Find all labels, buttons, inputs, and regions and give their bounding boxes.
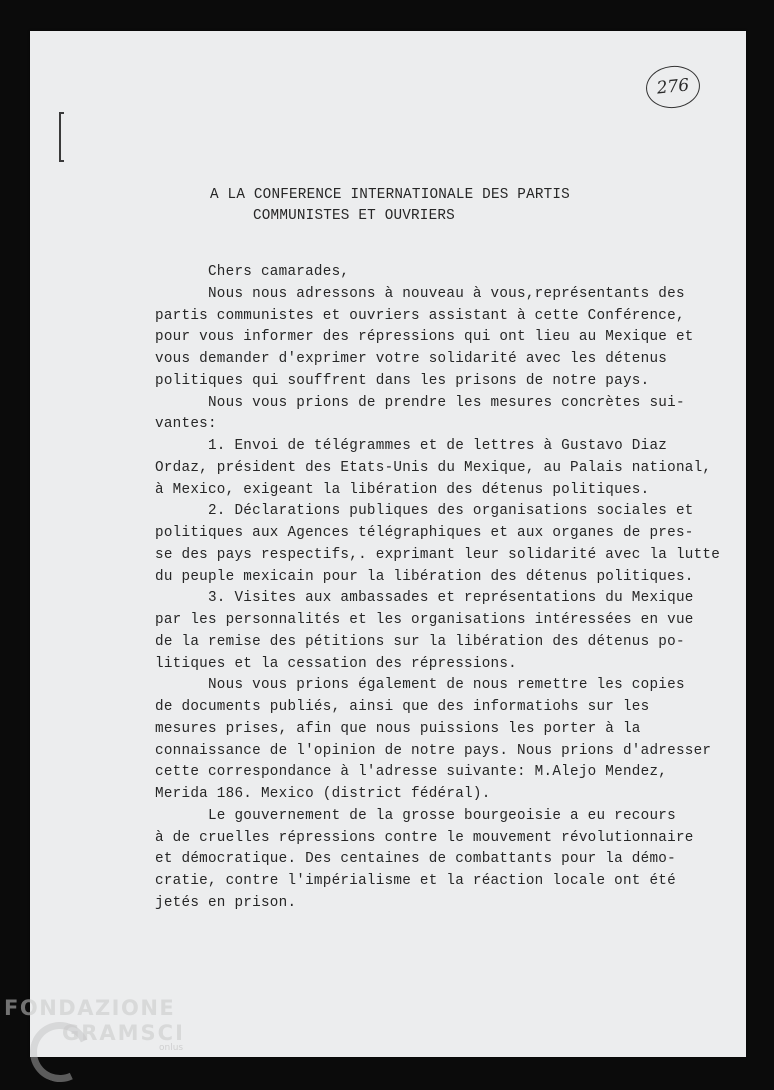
body-line: Nous vous prions également de nous remettre les copies [155,677,685,694]
body-line: vantes: [155,416,217,433]
body-line: 3. Visites aux ambassades et représentations du Mexique [155,590,694,607]
body-line: Ordaz, président des Etats-Unis du Mexique, au Palais national, [155,459,712,476]
body-line: 2. Déclarations publiques des organisations sociales et [155,503,694,520]
body-line: Merida 186. Mexico (district fédéral). [155,786,491,802]
body-line: cette correspondance à l'adresse suivante: M.Alejo Mendez, [155,764,668,781]
body-line: vous demander d'exprimer votre solidarité avec les détenus [155,351,668,367]
body-line: Nous nous adressons à nouveau à vous,représentants des [155,285,685,302]
body-line: litiques et la cessation des répressions. [155,655,518,672]
body-line: Le gouvernement de la grosse bourgeoisie a eu recours [155,807,676,824]
body-line: de la remise des pétitions sur la libération des détenus po- [155,633,685,650]
watermark [4,996,185,1053]
body-line: se des pays respectifs,. exprimant leur solidarité avec la lutte [155,546,721,563]
document-title [210,185,570,227]
body-line: jetés en prison. [155,894,297,911]
watermark-line-1: FONDAZIONE [4,996,176,1020]
staple-mark [59,112,64,162]
body-line: cratie, contre l'impérialisme et la réaction locale ont été [155,873,676,889]
body-line: connaissance de l'opinion de notre pays. Nous prions d'adresser [155,742,712,759]
body-line: partis communistes et ouvriers assistant à cette Conférence, [155,307,685,324]
body-line: et démocratique. Des centaines de combattants pour la démo- [155,851,676,868]
watermark-line-3: onlus [159,1043,184,1053]
body-line: à Mexico, exigeant la libération des détenus politiques. [155,481,650,498]
body-line: politiques qui souffrent dans les prisons de notre pays. [155,372,650,389]
body-line: à de cruelles répressions contre le mouvement révolutionnaire [155,829,694,846]
body-line: Nous vous prions de prendre les mesures concrètes sui- [155,394,685,411]
body-line: de documents publiés, ainsi que des informatiohs sur les [155,699,650,715]
body-line: du peuple mexicain pour la libération des détenus politiques. [155,568,694,585]
body-line: 1. Envoi de télégrammes et de lettres à Gustavo Diaz [155,438,668,454]
body-line: mesures prises, afin que nous puissions les porter à la [155,720,641,737]
body-line: par les personnalités et les organisations intéressées en vue [155,612,694,628]
body-line: Chers camarades, [155,264,350,280]
body-line: pour vous informer des répressions qui ont lieu au Mexique et [155,329,694,346]
letter-body [155,262,730,915]
watermark-line-2: GRAMSCI [62,1021,185,1045]
title-line-2: COMMUNISTES ET OUVRIERS [253,208,455,224]
page-number-stamp: 276 [644,63,702,110]
title-line-1: A LA CONFERENCE INTERNATIONALE DES PARTIS [210,187,570,203]
body-line: politiques aux Agences télégraphiques et aux organes de pres- [155,525,694,541]
